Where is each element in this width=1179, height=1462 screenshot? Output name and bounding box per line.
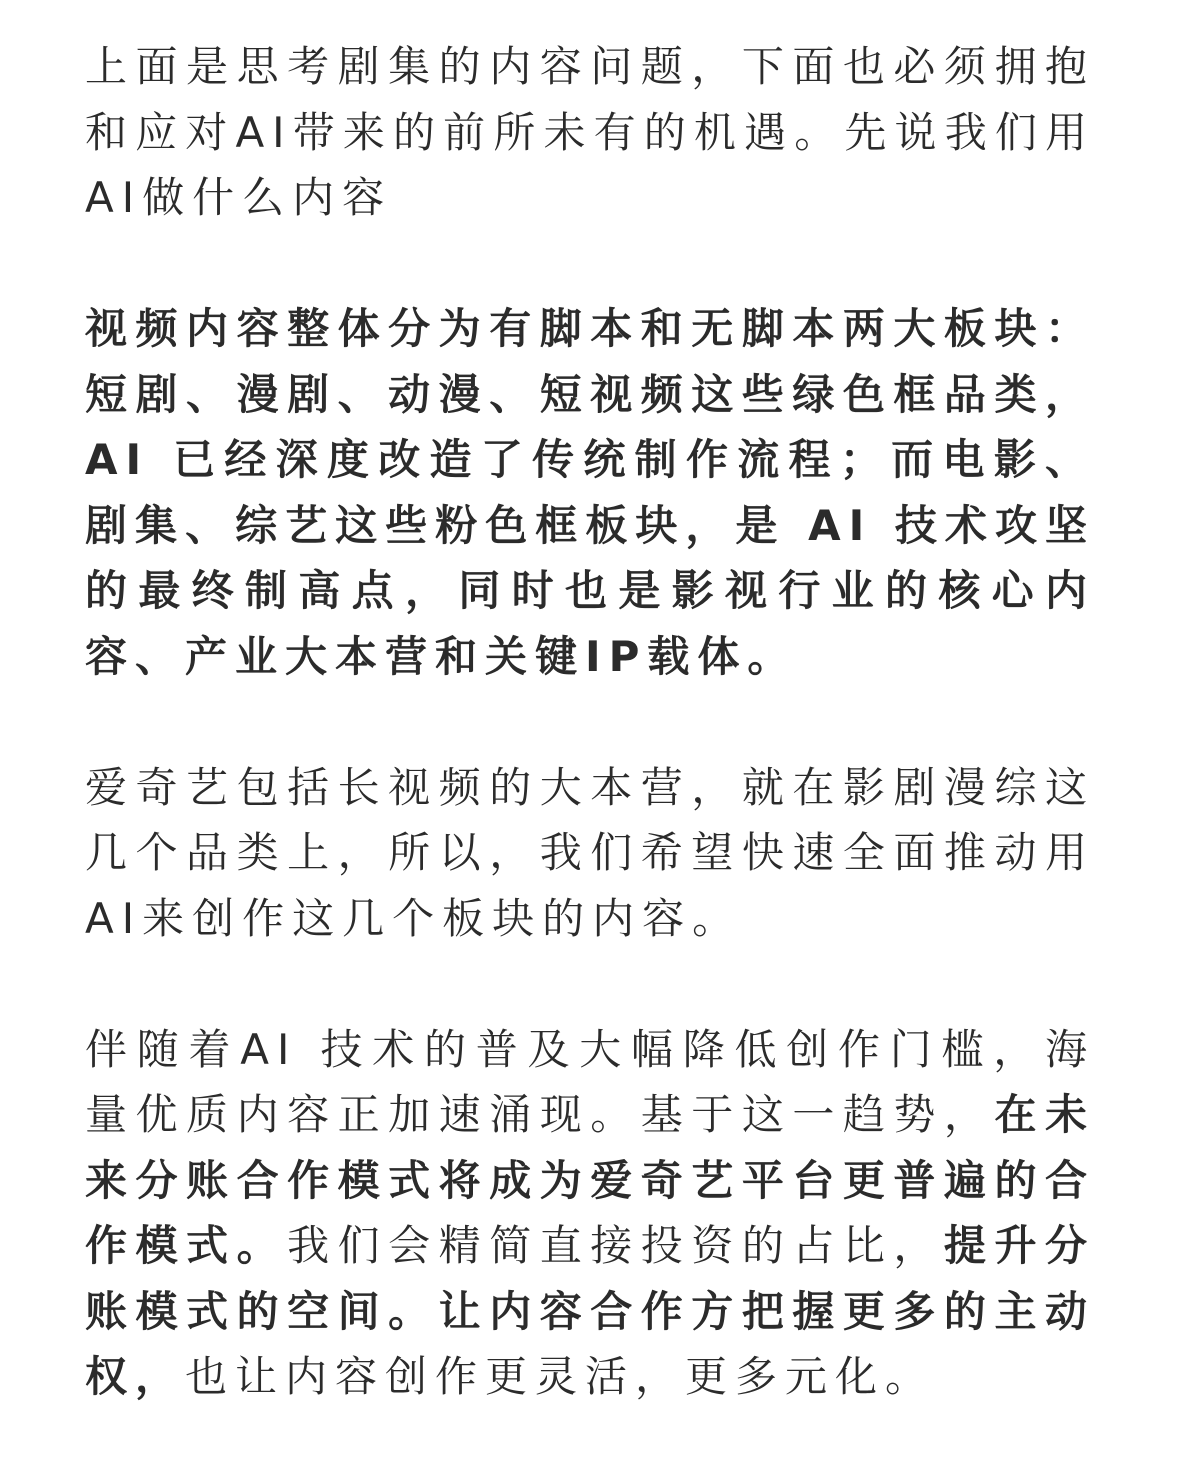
paragraph-intro: 上面是思考剧集的内容问题，下面也必须拥抱和应对AI带来的前所未有的机遇。先说我们用AI做什么内容 <box>85 42 1095 222</box>
article-body <box>85 34 1095 1410</box>
paragraph-revenue-sharing <box>85 1017 1095 1410</box>
paragraph-revenue-sharing-text-1: 伴随着AI 技术的普及大幅降低创作门槛，海量优质内容正加速涌现。基于这一趋势， <box>85 1024 1095 1139</box>
paragraph-iqiyi-focus: 爱奇艺包括长视频的大本营，就在影剧漫综这几个品类上，所以，我们希望快速全面推动用AI来创作这几个板块的内容。 <box>85 762 1095 943</box>
paragraph-revenue-sharing-emphasis-2: 提升分账模式的空间。让内容合作方把握更多的主动权， <box>85 1221 1095 1401</box>
paragraph-revenue-sharing-emphasis-1: 在未来分账合作模式将成为爱奇艺平台更普遍的合作模式。 <box>85 1090 1095 1270</box>
paragraph-revenue-sharing-text-2: 我们会精简直接投资的占比， <box>287 1221 944 1270</box>
paragraph-video-content-segments: 视频内容整体分为有脚本和无脚本两大板块：短剧、漫剧、动漫、短视频这些绿色框品类，AI 已经深度改造了传统制作流程；而电影、剧集、综艺这些粉色框板块，是 AI 技术攻坚的最终制高点，同时也是影视行业的核心内容、产业大本营和关键IP载体。 <box>85 304 1095 681</box>
paragraph-revenue-sharing-text-3: 也让内容创作更灵活，更多元化。 <box>185 1352 936 1401</box>
